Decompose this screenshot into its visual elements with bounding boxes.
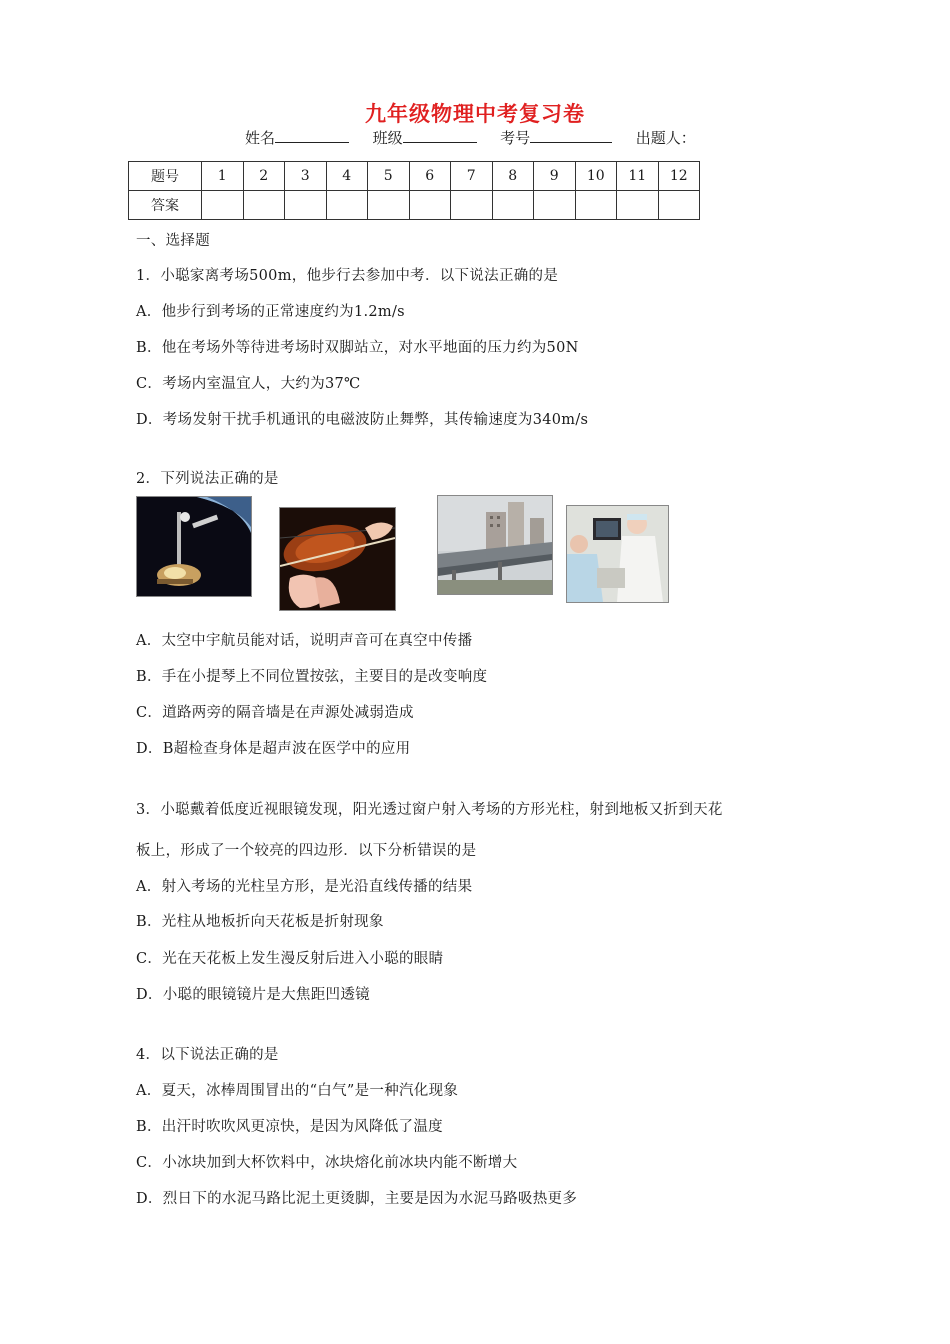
answer-table-number-row — [129, 162, 700, 191]
q1-option-a: A．他步行到考场的正常速度约为1.2m/s — [136, 304, 405, 320]
q2-stem: 2．下列说法正确的是 — [136, 471, 279, 487]
answer-cell — [368, 191, 410, 220]
q3-stem-line1: 3．小聪戴着低度近视眼镜发现，阳光透过窗户射入考场的方形光柱，射到地板又折到天花 — [136, 802, 723, 818]
q2-option-c: C．道路两旁的隔音墙是在声源处减弱造成 — [136, 705, 414, 721]
question-number-cell: 4 — [326, 162, 368, 191]
question-number-cell: 1 — [202, 162, 244, 191]
question-number-cell: 10 — [575, 162, 617, 191]
answer-table-answer-row — [129, 191, 700, 220]
number-row-header: 题号 — [129, 162, 202, 191]
answer-cell — [617, 191, 659, 220]
q4-option-b: B．出汗时吹吹风更凉快，是因为风降低了温度 — [136, 1119, 443, 1135]
q3-stem-line2: 板上，形成了一个较亮的四边形．以下分析错误的是 — [136, 843, 477, 859]
answer-cell — [658, 191, 700, 220]
q2-option-b: B．手在小提琴上不同位置按弦，主要目的是改变响度 — [136, 669, 488, 685]
question-number-cell: 6 — [409, 162, 451, 191]
answer-cell — [202, 191, 244, 220]
answer-cell — [492, 191, 534, 220]
number-label: 考号 — [500, 129, 531, 147]
sound-barrier-photo — [437, 495, 553, 595]
section-heading: 一、选择题 — [136, 233, 210, 249]
q4-option-d: D．烈日下的水泥马路比泥土更烫脚，主要是因为水泥马路吸热更多 — [136, 1191, 578, 1207]
answer-cell — [575, 191, 617, 220]
q3-option-d: D．小聪的眼镜镜片是大焦距凹透镜 — [136, 987, 370, 1003]
answer-cell — [409, 191, 451, 220]
q4-stem: 4．以下说法正确的是 — [136, 1047, 279, 1063]
author-label: 出题人： — [635, 129, 696, 147]
question-number-cell: 8 — [492, 162, 534, 191]
answer-cell — [285, 191, 327, 220]
q2-option-d: D．B超检查身体是超声波在医学中的应用 — [136, 741, 411, 757]
name-blank — [275, 128, 349, 143]
name-label: 姓名 — [245, 129, 276, 147]
question-number-cell: 5 — [368, 162, 410, 191]
question-number-cell: 3 — [285, 162, 327, 191]
q1-option-b: B．他在考场外等待进考场时双脚站立，对水平地面的压力约为50N — [136, 340, 579, 356]
q3-option-a: A．射入考场的光柱呈方形，是光沿直线传播的结果 — [136, 879, 473, 895]
q2-option-a: A．太空中宇航员能对话，说明声音可在真空中传播 — [136, 633, 473, 649]
q3-option-c: C．光在天花板上发生漫反射后进入小聪的眼睛 — [136, 951, 444, 967]
answer-cell — [451, 191, 493, 220]
page-title: 九年级物理中考复习卷 — [365, 101, 585, 126]
number-blank — [530, 128, 612, 143]
class-label: 班级 — [372, 129, 403, 147]
ultrasound-photo — [566, 505, 669, 603]
question-number-cell: 12 — [658, 162, 700, 191]
answer-cell — [534, 191, 576, 220]
violin-photo — [279, 507, 396, 611]
q1-option-c: C．考场内室温宜人，大约为37℃ — [136, 376, 361, 392]
question-number-cell: 9 — [534, 162, 576, 191]
q4-option-a: A．夏天，冰棒周围冒出的“白气”是一种汽化现象 — [136, 1083, 459, 1099]
answer-table — [128, 161, 700, 220]
class-blank — [403, 128, 477, 143]
question-number-cell: 11 — [617, 162, 659, 191]
answer-cell — [326, 191, 368, 220]
astronaut-photo — [136, 496, 252, 597]
question-number-cell: 2 — [243, 162, 285, 191]
answer-row-header: 答案 — [129, 191, 202, 220]
student-info-line — [245, 127, 696, 148]
q4-option-c: C．小冰块加到大杯饮料中，冰块熔化前冰块内能不断增大 — [136, 1155, 518, 1171]
q1-stem: 1．小聪家离考场500m，他步行去参加中考．以下说法正确的是 — [136, 268, 559, 284]
q1-option-d: D．考场发射干扰手机通讯的电磁波防止舞弊，其传输速度为340m/s — [136, 412, 589, 428]
answer-cell — [243, 191, 285, 220]
question-number-cell: 7 — [451, 162, 493, 191]
q3-option-b: B．光柱从地板折向天花板是折射现象 — [136, 914, 384, 930]
